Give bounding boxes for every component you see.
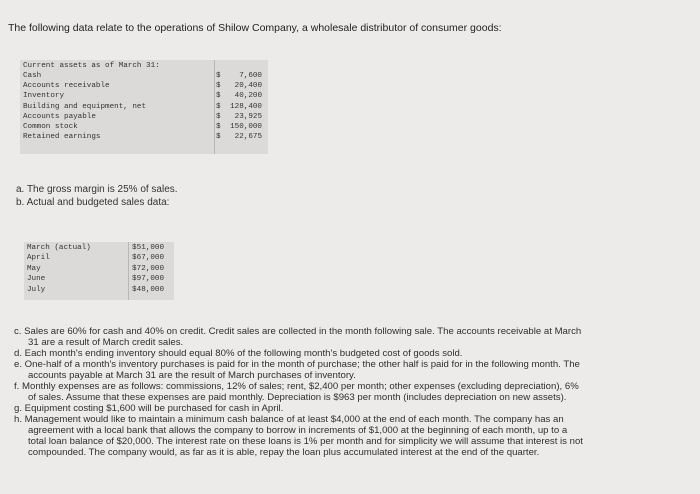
row-currency: $ [132, 285, 137, 294]
assumption-line: compounded. The company would, as far as it is able, repay the loan plus accumulated interest at the end of the quarter. [28, 447, 540, 458]
row-label: Common stock [23, 123, 78, 131]
item-a: a. The gross margin is 25% of sales. [16, 184, 178, 195]
row-amount: 22,675 [234, 133, 262, 142]
row-currency: $ [132, 244, 137, 252]
assumption-line: total loan balance of $20,000. The interest rate on these loans is 1% per month and for simplicity we will assume that interest is not [28, 436, 583, 447]
current-assets-table [20, 60, 268, 154]
row-amount: 72,000 [136, 264, 164, 273]
sales-data-table [24, 242, 174, 300]
row-amount: 48,000 [136, 285, 164, 294]
row-currency: $ [216, 102, 221, 111]
row-label: Accounts payable [23, 112, 96, 121]
assumption-line: of sales. Assume that these expenses are paid monthly. Depreciation is $963 per month (includes depreciation on new assets). [28, 392, 567, 403]
item-b: b. Actual and budgeted sales data: [16, 197, 170, 208]
row-amount: 51,000 [136, 244, 164, 252]
row-label: Cash [23, 72, 42, 80]
row-label: April [27, 254, 50, 263]
table-divider [214, 60, 215, 154]
row-currency: $ [132, 264, 137, 273]
row-label: June [27, 275, 46, 284]
row-currency: $ [216, 82, 221, 91]
row-currency: $ [132, 254, 137, 263]
assumption-line: agreement with a local bank that allows the company to borrow in increments of $1,000 at the beginning of each month, up to a [28, 425, 568, 436]
row-currency: $ [216, 72, 221, 80]
row-label: Retained earnings [23, 133, 101, 142]
row-amount: 97,000 [136, 275, 164, 284]
table-divider [128, 242, 129, 300]
row-label: Inventory [23, 92, 65, 101]
assumptions-list [14, 326, 694, 458]
assumption-line: accounts payable at March 31 are the result of March purchases of inventory. [28, 370, 356, 381]
row-amount: 150,000 [230, 123, 262, 131]
row-currency: $ [216, 92, 221, 101]
assumption-line: f. Monthly expenses are as follows: commissions, 12% of sales; rent, $2,400 per month; other expenses (excluding depreciation), 6% [14, 381, 579, 392]
table-title: Current assets as of March 31: [23, 62, 160, 70]
assumption-line: e. One-half of a month's inventory purchases is paid for in the month of purchase; the other half is paid for in the following month. The [14, 359, 580, 370]
row-label: March (actual) [27, 244, 91, 252]
row-amount: 40,200 [234, 92, 262, 101]
row-currency: $ [216, 133, 221, 142]
row-amount: 128,400 [230, 102, 262, 111]
row-label: Accounts receivable [23, 82, 110, 91]
row-amount: 7,600 [239, 72, 262, 80]
intro-text: The following data relate to the operations of Shilow Company, a wholesale distributor of consumer goods: [8, 22, 502, 34]
row-amount: 23,925 [234, 112, 262, 121]
row-label: May [27, 264, 41, 273]
row-currency: $ [132, 275, 137, 284]
row-currency: $ [216, 112, 221, 121]
row-label: Building and equipment, net [23, 102, 147, 111]
row-currency: $ [216, 123, 221, 131]
assumption-line: h. Management would like to maintain a minimum cash balance of at least $4,000 at the end of each month. The company has an [14, 414, 564, 425]
assumption-line: d. Each month's ending inventory should equal 80% of the following month's budgeted cost of goods sold. [14, 348, 463, 359]
row-label: July [27, 285, 46, 294]
assumption-line: g. Equipment costing $1,600 will be purchased for cash in April. [14, 403, 284, 414]
row-amount: 20,400 [234, 82, 262, 91]
assumption-line: 31 are a result of March credit sales. [28, 337, 184, 348]
assumption-line: c. Sales are 60% for cash and 40% on credit. Credit sales are collected in the month following sale. The accounts receivable at March [14, 326, 582, 337]
row-amount: 67,000 [136, 254, 164, 263]
